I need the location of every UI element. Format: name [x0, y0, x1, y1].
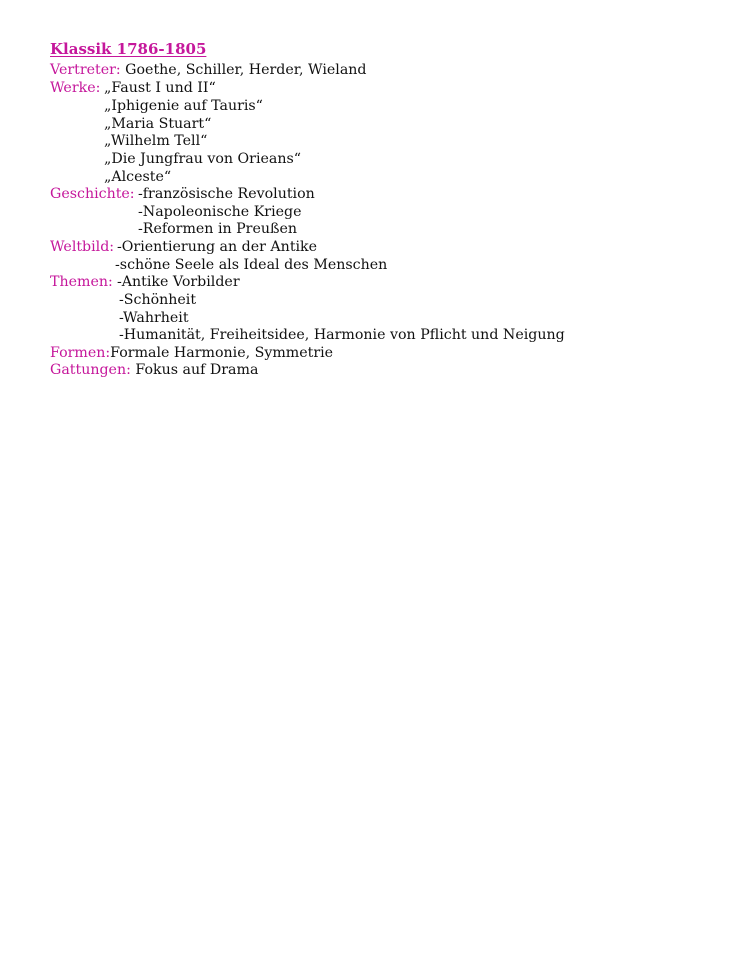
werke-item: „Maria Stuart“	[104, 116, 212, 132]
geschichte-item: -französische Revolution	[138, 186, 315, 202]
vertreter-label: Vertreter:	[50, 62, 121, 78]
gattungen-label: Gattungen:	[50, 362, 131, 378]
werke-item: „Alceste“	[104, 169, 172, 185]
geschichte-item: -Reformen in Preußen	[138, 221, 297, 237]
formen-value: Formale Harmonie, Symmetrie	[110, 345, 334, 361]
themen-item: -Wahrheit	[119, 310, 189, 326]
werke-item: „Faust I und II“	[104, 80, 216, 96]
werke-item: „Die Jungfrau von Orieans“	[104, 151, 302, 167]
themen-row	[50, 273, 113, 291]
werke-row	[50, 79, 100, 97]
vertreter-value: Goethe, Schiller, Herder, Wieland	[120, 62, 367, 78]
werke-label: Werke:	[50, 80, 101, 96]
formen-label: Formen:	[50, 345, 111, 361]
geschichte-item: -Napoleonische Kriege	[138, 204, 302, 220]
weltbild-label: Weltbild:	[50, 239, 115, 255]
vertreter-row	[50, 61, 367, 79]
gattungen-row	[50, 361, 258, 379]
geschichte-row	[50, 185, 135, 203]
gattungen-value: Fokus auf Drama	[130, 362, 259, 378]
themen-item: -Schönheit	[119, 292, 197, 308]
themen-label: Themen:	[50, 274, 113, 290]
werke-item: „Wilhelm Tell“	[104, 133, 208, 149]
themen-item: -Antike Vorbilder	[117, 274, 240, 290]
page-title: Klassik 1786-1805	[50, 40, 207, 58]
werke-item: „Iphigenie auf Tauris“	[104, 98, 263, 114]
geschichte-label: Geschichte:	[50, 186, 135, 202]
weltbild-item: -schöne Seele als Ideal des Menschen	[115, 257, 388, 273]
weltbild-row	[50, 238, 114, 256]
formen-row	[50, 344, 333, 362]
themen-item: -Humanität, Freiheitsidee, Harmonie von Pflicht und Neigung	[119, 327, 565, 343]
weltbild-item: -Orientierung an der Antike	[117, 239, 318, 255]
